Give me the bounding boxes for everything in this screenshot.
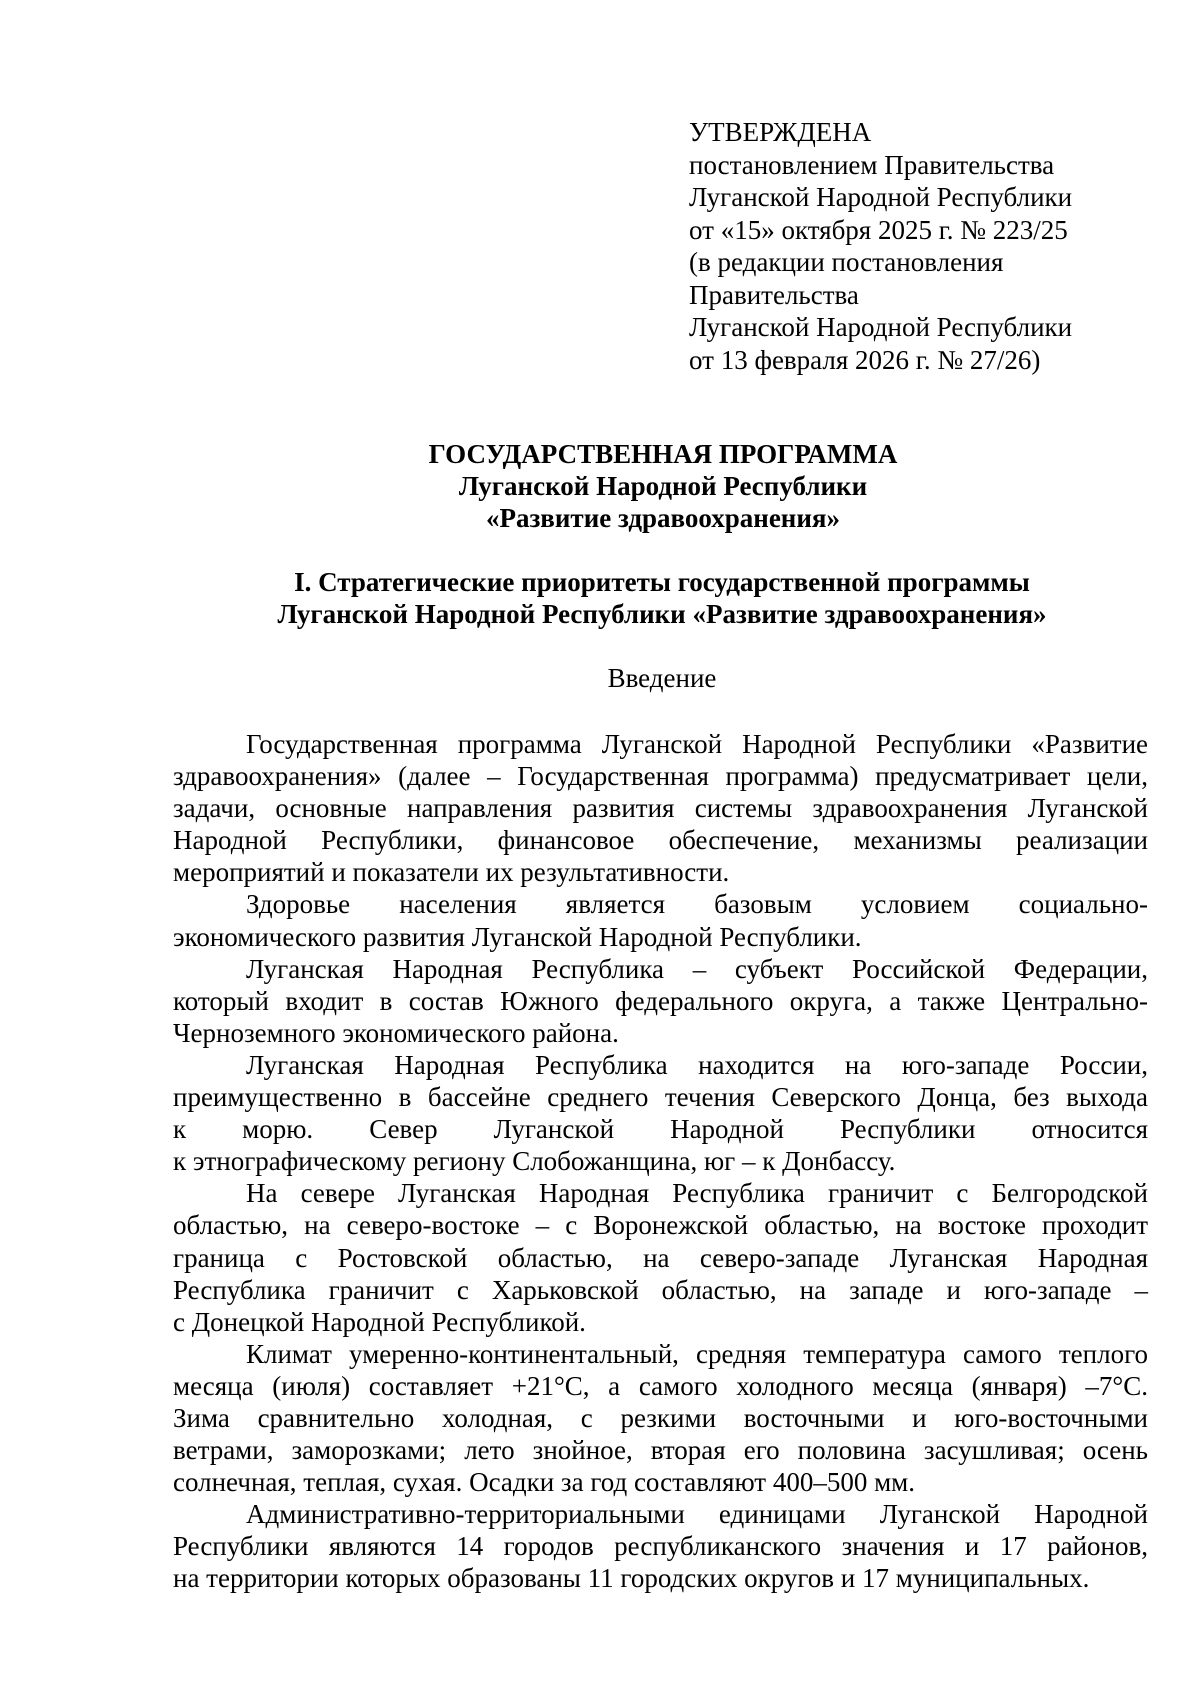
body-text: [173, 728, 1148, 1595]
document-title: [0, 438, 1200, 534]
paragraph-line: Административно-территориальными единицами Луганской Народной: [246, 1499, 1148, 1530]
body-paragraph: [173, 728, 1148, 888]
title-line: Луганской Народной Республики: [458, 471, 868, 501]
approval-line: постановлением Правительства: [689, 149, 1055, 180]
paragraph-line: ветрами, заморозками; лето знойное, вторая его половина засушливая; осень: [173, 1435, 1148, 1466]
title-line: «Развитие здравоохранения»: [485, 503, 841, 533]
paragraph-line: Зима сравнительно холодная, с резкими восточными и юго-восточными: [173, 1402, 1148, 1433]
approval-line: Луганской Народной Республики: [689, 312, 1073, 342]
body-paragraph: [173, 1049, 1148, 1177]
approval-stamp: [689, 116, 1169, 376]
paragraph-line: Народной Республики, финансовое обеспечение, механизмы реализации: [173, 825, 1148, 856]
paragraph-line: областью, на северо-востоке – с Воронежской областью, на востоке проходит: [173, 1210, 1148, 1241]
body-paragraph: [173, 1338, 1148, 1498]
paragraph-line: который входит в состав Южного федерального округа, а также Центрально-: [173, 985, 1148, 1016]
paragraph-line: Климат умеренно-континентальный, средняя температура самого теплого: [246, 1338, 1148, 1369]
approval-line: УТВЕРЖДЕНА: [689, 117, 872, 147]
approval-line: от 13 февраля 2026 г. № 27/26): [689, 344, 1041, 375]
paragraph-line: Луганская Народная Республика – субъект Российской Федерации,: [246, 953, 1148, 984]
body-paragraph: [173, 888, 1148, 952]
paragraph-line: Здоровье населения является базовым условием социально-: [246, 889, 1148, 920]
body-paragraph: [173, 1498, 1148, 1594]
paragraph-line: солнечная, теплая, сухая. Осадки за год составляют 400–500 мм.: [173, 1467, 916, 1498]
paragraph-line: месяца (июля) составляет +21°С, а самого холодного месяца (января) –7°С.: [173, 1370, 1148, 1401]
paragraph-line: Республика граничит с Харьковской областью, на западе и юго-западе –: [173, 1274, 1148, 1305]
paragraph-line: на территории которых образованы 11 городских округов и 17 муниципальных.: [173, 1563, 1090, 1594]
approval-line: от «15» октября 2025 г. № 223/25: [689, 214, 1068, 245]
paragraph-line: преимущественно в бассейне среднего течения Северского Донца, без выхода: [173, 1082, 1148, 1113]
body-paragraph: [173, 953, 1148, 1049]
approval-line: Луганской Народной Республики: [689, 182, 1073, 212]
paragraph-line: граница с Ростовской областью, на северо-западе Луганская Народная: [173, 1242, 1148, 1273]
introduction-heading: Введение: [607, 663, 717, 693]
paragraph-line: задачи, основные направления развития системы здравоохранения Луганской: [173, 793, 1148, 824]
paragraph-line: к этнографическому региону Слобожанщина, юг – к Донбассу.: [173, 1146, 896, 1177]
section-heading-line: I. Стратегические приоритеты государственной программы: [294, 567, 1030, 597]
paragraph-line: с Донецкой Народной Республикой.: [173, 1306, 586, 1337]
paragraph-line: На севере Луганская Народная Республика граничит с Белгородской: [246, 1178, 1148, 1209]
section-heading: [0, 566, 1200, 630]
paragraph-line: Государственная программа Луганской Народной Республики «Развитие: [246, 729, 1148, 759]
approval-line: Правительства: [689, 279, 859, 310]
approval-line: (в редакции постановления: [689, 247, 1004, 277]
paragraph-line: экономического развития Луганской Народной Республики.: [173, 921, 862, 952]
paragraph-line: Республики являются 14 городов республиканского значения и 17 районов,: [173, 1531, 1148, 1562]
paragraph-line: к морю. Север Луганской Народной Республики относится: [173, 1114, 1148, 1145]
title-line: ГОСУДАРСТВЕННАЯ ПРОГРАММА: [428, 439, 898, 469]
body-paragraph: [173, 1177, 1148, 1337]
section-heading-line: Луганской Народной Республики «Развитие здравоохранения»: [277, 599, 1047, 629]
paragraph-line: Луганская Народная Республика находится на юго-западе России,: [246, 1049, 1148, 1080]
paragraph-line: здравоохранения» (далее – Государственная программа) предусматривает цели,: [173, 761, 1148, 792]
paragraph-line: Черноземного экономического района.: [173, 1017, 619, 1048]
paragraph-line: мероприятий и показатели их результативности.: [173, 857, 730, 888]
